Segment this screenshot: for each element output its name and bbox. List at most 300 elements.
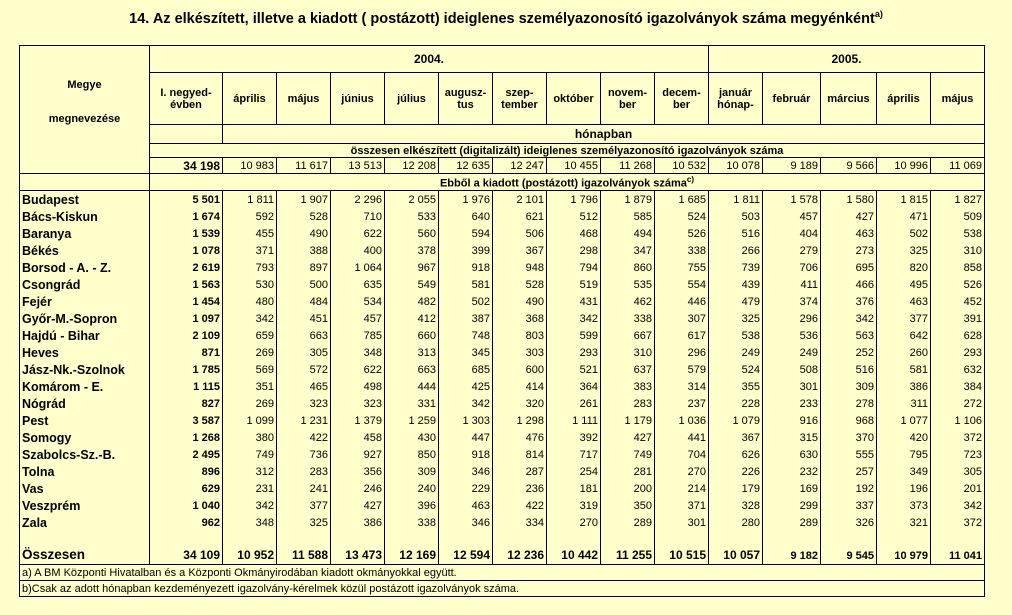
all-produced-value: 13 513 bbox=[331, 158, 385, 174]
month-value: 320 bbox=[493, 395, 547, 412]
month-value: 463 bbox=[877, 293, 931, 310]
month-value: 2 101 bbox=[493, 191, 547, 209]
month-value: 192 bbox=[821, 480, 877, 497]
month-value: 441 bbox=[655, 429, 709, 446]
month-value: 439 bbox=[709, 276, 763, 293]
total-value: 12 594 bbox=[439, 531, 493, 565]
total-value: 10 979 bbox=[877, 531, 931, 565]
month-header-1: május bbox=[277, 73, 331, 125]
table-row bbox=[20, 259, 985, 276]
month-value: 803 bbox=[493, 327, 547, 344]
month-value: 249 bbox=[709, 344, 763, 361]
month-value: 377 bbox=[877, 310, 931, 327]
q1-value: 1 115 bbox=[150, 378, 223, 395]
month-value: 563 bbox=[821, 327, 877, 344]
table-row bbox=[20, 480, 985, 497]
month-value: 326 bbox=[821, 514, 877, 531]
month-value: 1 815 bbox=[877, 191, 931, 209]
all-produced-value: 12 635 bbox=[439, 158, 493, 174]
county-name: Győr-M.-Sopron bbox=[20, 310, 150, 327]
month-value: 528 bbox=[277, 208, 331, 225]
month-value: 897 bbox=[277, 259, 331, 276]
table-row bbox=[20, 463, 985, 480]
month-value: 270 bbox=[655, 463, 709, 480]
month-value: 506 bbox=[493, 225, 547, 242]
total-value: 12 236 bbox=[493, 531, 547, 565]
month-value: 632 bbox=[931, 361, 985, 378]
month-value: 367 bbox=[493, 242, 547, 259]
county-name: Borsod - A. - Z. bbox=[20, 259, 150, 276]
month-value: 1 811 bbox=[709, 191, 763, 209]
month-value: 530 bbox=[223, 276, 277, 293]
table-row bbox=[20, 429, 985, 446]
month-header-9: január hónap- bbox=[709, 73, 763, 125]
month-value: 533 bbox=[385, 208, 439, 225]
month-value: 479 bbox=[709, 293, 763, 310]
month-value: 287 bbox=[493, 463, 547, 480]
table-row bbox=[20, 378, 985, 395]
total-value: 9 182 bbox=[763, 531, 821, 565]
month-value: 399 bbox=[439, 242, 493, 259]
total-value: 11 041 bbox=[931, 531, 985, 565]
month-value: 622 bbox=[331, 225, 385, 242]
county-name: Nógrád bbox=[20, 395, 150, 412]
total-value: 10 952 bbox=[223, 531, 277, 565]
month-value: 307 bbox=[655, 310, 709, 327]
month-value: 748 bbox=[439, 327, 493, 344]
month-value: 457 bbox=[331, 310, 385, 327]
month-value: 196 bbox=[877, 480, 931, 497]
all-produced-value: 10 455 bbox=[547, 158, 601, 174]
month-value: 293 bbox=[547, 344, 601, 361]
month-value: 626 bbox=[709, 446, 763, 463]
q1-value: 1 078 bbox=[150, 242, 223, 259]
total-value: 10 442 bbox=[547, 531, 601, 565]
all-produced-value: 10 078 bbox=[709, 158, 763, 174]
month-header-5: szep- tember bbox=[493, 73, 547, 125]
month-value: 569 bbox=[223, 361, 277, 378]
month-value: 422 bbox=[277, 429, 331, 446]
month-value: 498 bbox=[331, 378, 385, 395]
month-value: 685 bbox=[439, 361, 493, 378]
month-value: 232 bbox=[763, 463, 821, 480]
month-value: 346 bbox=[439, 463, 493, 480]
month-value: 371 bbox=[223, 242, 277, 259]
month-value: 328 bbox=[709, 497, 763, 514]
month-value: 273 bbox=[821, 242, 877, 259]
month-value: 1 303 bbox=[439, 412, 493, 429]
month-value: 1 259 bbox=[385, 412, 439, 429]
q1-value: 1 785 bbox=[150, 361, 223, 378]
month-value: 494 bbox=[601, 225, 655, 242]
month-value: 237 bbox=[655, 395, 709, 412]
month-value: 463 bbox=[439, 497, 493, 514]
month-value: 364 bbox=[547, 378, 601, 395]
month-value: 309 bbox=[821, 378, 877, 395]
month-value: 169 bbox=[763, 480, 821, 497]
table-row bbox=[20, 191, 985, 209]
month-value: 228 bbox=[709, 395, 763, 412]
month-value: 342 bbox=[439, 395, 493, 412]
month-value: 305 bbox=[931, 463, 985, 480]
month-value: 272 bbox=[931, 395, 985, 412]
month-value: 490 bbox=[493, 293, 547, 310]
month-value: 535 bbox=[601, 276, 655, 293]
month-value: 279 bbox=[763, 242, 821, 259]
all-produced-value: 9 566 bbox=[821, 158, 877, 174]
month-value: 502 bbox=[439, 293, 493, 310]
total-produced-header: összesen elkészített (digitalizált) ideiglenes személyazonosító igazolványok száma bbox=[150, 144, 985, 158]
month-value: 422 bbox=[493, 497, 547, 514]
month-value: 283 bbox=[277, 463, 331, 480]
month-value: 201 bbox=[931, 480, 985, 497]
month-value: 383 bbox=[601, 378, 655, 395]
month-value: 323 bbox=[277, 395, 331, 412]
month-value: 374 bbox=[763, 293, 821, 310]
month-value: 331 bbox=[385, 395, 439, 412]
month-value: 249 bbox=[763, 344, 821, 361]
month-value: 640 bbox=[439, 208, 493, 225]
month-value: 257 bbox=[821, 463, 877, 480]
month-value: 367 bbox=[709, 429, 763, 446]
month-value: 386 bbox=[877, 378, 931, 395]
month-header-2: június bbox=[331, 73, 385, 125]
month-value: 1 099 bbox=[223, 412, 277, 429]
month-value: 305 bbox=[277, 344, 331, 361]
county-name: Vas bbox=[20, 480, 150, 497]
month-value: 356 bbox=[331, 463, 385, 480]
month-value: 226 bbox=[709, 463, 763, 480]
month-value: 755 bbox=[655, 259, 709, 276]
month-value: 372 bbox=[931, 429, 985, 446]
month-value: 241 bbox=[277, 480, 331, 497]
month-value: 420 bbox=[877, 429, 931, 446]
q1-value: 2 619 bbox=[150, 259, 223, 276]
month-value: 314 bbox=[655, 378, 709, 395]
month-value: 270 bbox=[547, 514, 601, 531]
month-value: 447 bbox=[439, 429, 493, 446]
month-value: 462 bbox=[601, 293, 655, 310]
month-value: 325 bbox=[709, 310, 763, 327]
month-header-6: október bbox=[547, 73, 601, 125]
month-value: 323 bbox=[331, 395, 385, 412]
month-value: 377 bbox=[277, 497, 331, 514]
month-value: 1 811 bbox=[223, 191, 277, 209]
month-value: 427 bbox=[601, 429, 655, 446]
month-value: 311 bbox=[877, 395, 931, 412]
q1-header: I. negyed- évben bbox=[150, 73, 223, 125]
month-value: 246 bbox=[331, 480, 385, 497]
table-row bbox=[20, 225, 985, 242]
month-value: 858 bbox=[931, 259, 985, 276]
month-value: 785 bbox=[331, 327, 385, 344]
month-value: 503 bbox=[709, 208, 763, 225]
total-value: 10 515 bbox=[655, 531, 709, 565]
month-value: 404 bbox=[763, 225, 821, 242]
month-value: 310 bbox=[601, 344, 655, 361]
month-value: 1 111 bbox=[547, 412, 601, 429]
month-value: 370 bbox=[821, 429, 877, 446]
footnote: a) A BM Központi Hivatalban és a Központi Okmányirodában kiadott okmányokkal együtt. bbox=[20, 565, 985, 581]
month-value: 342 bbox=[223, 497, 277, 514]
month-value: 1 580 bbox=[821, 191, 877, 209]
all-produced-value: 9 189 bbox=[763, 158, 821, 174]
month-value: 236 bbox=[493, 480, 547, 497]
month-value: 1 796 bbox=[547, 191, 601, 209]
table-row bbox=[20, 310, 985, 327]
table-row bbox=[20, 361, 985, 378]
q1-value: 2 495 bbox=[150, 446, 223, 463]
month-value: 372 bbox=[931, 514, 985, 531]
month-value: 289 bbox=[601, 514, 655, 531]
month-value: 387 bbox=[439, 310, 493, 327]
table-row bbox=[20, 514, 985, 531]
county-name: Szabolcs-Sz.-B. bbox=[20, 446, 150, 463]
month-value: 233 bbox=[763, 395, 821, 412]
month-value: 368 bbox=[493, 310, 547, 327]
month-value: 289 bbox=[763, 514, 821, 531]
month-value: 457 bbox=[763, 208, 821, 225]
county-name: Zala bbox=[20, 514, 150, 531]
month-value: 484 bbox=[277, 293, 331, 310]
all-produced-value: 11 268 bbox=[601, 158, 655, 174]
month-value: 468 bbox=[547, 225, 601, 242]
county-name: Komárom - E. bbox=[20, 378, 150, 395]
month-value: 427 bbox=[331, 497, 385, 514]
county-name: Csongrád bbox=[20, 276, 150, 293]
q1-value: 629 bbox=[150, 480, 223, 497]
month-value: 1 231 bbox=[277, 412, 331, 429]
month-value: 739 bbox=[709, 259, 763, 276]
month-value: 458 bbox=[331, 429, 385, 446]
month-value: 642 bbox=[877, 327, 931, 344]
month-value: 266 bbox=[709, 242, 763, 259]
month-value: 536 bbox=[763, 327, 821, 344]
honapban-header: hónapban bbox=[223, 125, 985, 144]
county-name: Jász-Nk.-Szolnok bbox=[20, 361, 150, 378]
county-name: Békés bbox=[20, 242, 150, 259]
month-value: 376 bbox=[821, 293, 877, 310]
total-label: Összesen bbox=[20, 531, 150, 565]
month-value: 392 bbox=[547, 429, 601, 446]
month-value: 1 379 bbox=[331, 412, 385, 429]
month-value: 509 bbox=[931, 208, 985, 225]
month-value: 528 bbox=[493, 276, 547, 293]
all-produced-q1: 34 198 bbox=[150, 158, 223, 174]
month-value: 414 bbox=[493, 378, 547, 395]
q1-value: 5 501 bbox=[150, 191, 223, 209]
all-produced-value: 12 247 bbox=[493, 158, 547, 174]
month-value: 384 bbox=[931, 378, 985, 395]
month-value: 342 bbox=[821, 310, 877, 327]
all-produced-value: 11 069 bbox=[931, 158, 985, 174]
month-value: 814 bbox=[493, 446, 547, 463]
month-value: 495 bbox=[877, 276, 931, 293]
month-value: 581 bbox=[439, 276, 493, 293]
month-value: 411 bbox=[763, 276, 821, 293]
month-value: 334 bbox=[493, 514, 547, 531]
county-name: Budapest bbox=[20, 191, 150, 209]
month-value: 508 bbox=[763, 361, 821, 378]
month-value: 1 298 bbox=[493, 412, 547, 429]
month-value: 663 bbox=[385, 361, 439, 378]
month-value: 229 bbox=[439, 480, 493, 497]
month-value: 298 bbox=[547, 242, 601, 259]
month-value: 480 bbox=[223, 293, 277, 310]
q1-value: 1 268 bbox=[150, 429, 223, 446]
month-value: 371 bbox=[655, 497, 709, 514]
month-value: 1 179 bbox=[601, 412, 655, 429]
month-header-11: március bbox=[821, 73, 877, 125]
q1-value: 871 bbox=[150, 344, 223, 361]
month-value: 321 bbox=[877, 514, 931, 531]
total-value: 13 473 bbox=[331, 531, 385, 565]
table-row bbox=[20, 446, 985, 463]
month-value: 794 bbox=[547, 259, 601, 276]
year-2004-header: 2004. bbox=[150, 46, 709, 73]
county-name: Pest bbox=[20, 412, 150, 429]
page-title: 14. Az elkészített, illetve a kiadott ( postázott) ideiglenes személyazonosító igazolványok száma megyénként$^{a)}$ bbox=[129, 9, 883, 27]
month-value: 526 bbox=[655, 225, 709, 242]
all-produced-value: 10 996 bbox=[877, 158, 931, 174]
table-row bbox=[20, 395, 985, 412]
month-value: 348 bbox=[223, 514, 277, 531]
month-value: 342 bbox=[931, 497, 985, 514]
month-value: 2 296 bbox=[331, 191, 385, 209]
month-value: 706 bbox=[763, 259, 821, 276]
footnote: b)Csak az adott hónapban kezdeményezett igazolvány-kérelmek közül postázott igazolványok száma. bbox=[20, 581, 985, 597]
month-value: 1 685 bbox=[655, 191, 709, 209]
month-value: 293 bbox=[931, 344, 985, 361]
month-value: 281 bbox=[601, 463, 655, 480]
issued-header: Ebből a kiadott (postázott) igazolványok száma$^{c)}$ bbox=[150, 174, 985, 191]
month-header-13: május bbox=[931, 73, 985, 125]
month-value: 585 bbox=[601, 208, 655, 225]
month-value: 380 bbox=[223, 429, 277, 446]
month-value: 599 bbox=[547, 327, 601, 344]
ebbol-spacer bbox=[20, 174, 150, 191]
month-value: 231 bbox=[223, 480, 277, 497]
month-value: 572 bbox=[277, 361, 331, 378]
month-value: 621 bbox=[493, 208, 547, 225]
total-value: 10 057 bbox=[709, 531, 763, 565]
month-value: 350 bbox=[601, 497, 655, 514]
month-value: 538 bbox=[931, 225, 985, 242]
month-value: 554 bbox=[655, 276, 709, 293]
all-produced-county-spacer bbox=[20, 158, 150, 174]
month-value: 512 bbox=[547, 208, 601, 225]
month-value: 1 079 bbox=[709, 412, 763, 429]
month-value: 549 bbox=[385, 276, 439, 293]
q1-value: 1 539 bbox=[150, 225, 223, 242]
month-value: 351 bbox=[223, 378, 277, 395]
q1-value: 1 097 bbox=[150, 310, 223, 327]
month-value: 723 bbox=[931, 446, 985, 463]
month-value: 860 bbox=[601, 259, 655, 276]
month-value: 524 bbox=[709, 361, 763, 378]
month-value: 628 bbox=[931, 327, 985, 344]
month-value: 555 bbox=[821, 446, 877, 463]
month-value: 345 bbox=[439, 344, 493, 361]
month-value: 342 bbox=[547, 310, 601, 327]
month-value: 736 bbox=[277, 446, 331, 463]
month-value: 240 bbox=[385, 480, 439, 497]
month-value: 455 bbox=[223, 225, 277, 242]
month-value: 918 bbox=[439, 446, 493, 463]
month-value: 502 bbox=[877, 225, 931, 242]
month-value: 704 bbox=[655, 446, 709, 463]
month-value: 968 bbox=[821, 412, 877, 429]
q1-value: 1 563 bbox=[150, 276, 223, 293]
county-name: Heves bbox=[20, 344, 150, 361]
data-table bbox=[19, 45, 985, 597]
month-value: 388 bbox=[277, 242, 331, 259]
month-value: 1 036 bbox=[655, 412, 709, 429]
month-value: 269 bbox=[223, 395, 277, 412]
total-value: 9 545 bbox=[821, 531, 877, 565]
title-footnote-mark: a) bbox=[874, 9, 883, 19]
q1-value: 2 109 bbox=[150, 327, 223, 344]
month-value: 400 bbox=[331, 242, 385, 259]
month-value: 252 bbox=[821, 344, 877, 361]
month-value: 348 bbox=[331, 344, 385, 361]
month-value: 299 bbox=[763, 497, 821, 514]
month-header-3: július bbox=[385, 73, 439, 125]
month-value: 214 bbox=[655, 480, 709, 497]
all-produced-value: 10 983 bbox=[223, 158, 277, 174]
month-value: 301 bbox=[655, 514, 709, 531]
month-value: 918 bbox=[439, 259, 493, 276]
month-value: 261 bbox=[547, 395, 601, 412]
month-value: 342 bbox=[223, 310, 277, 327]
month-value: 315 bbox=[763, 429, 821, 446]
month-value: 710 bbox=[331, 208, 385, 225]
month-value: 1 578 bbox=[763, 191, 821, 209]
month-value: 427 bbox=[821, 208, 877, 225]
all-produced-value: 10 532 bbox=[655, 158, 709, 174]
month-value: 303 bbox=[493, 344, 547, 361]
total-q1: 34 109 bbox=[150, 531, 223, 565]
q1-value: 3 587 bbox=[150, 412, 223, 429]
month-value: 948 bbox=[493, 259, 547, 276]
table-row bbox=[20, 412, 985, 429]
month-value: 1 106 bbox=[931, 412, 985, 429]
month-value: 444 bbox=[385, 378, 439, 395]
month-value: 622 bbox=[331, 361, 385, 378]
month-value: 310 bbox=[931, 242, 985, 259]
month-value: 425 bbox=[439, 378, 493, 395]
month-value: 927 bbox=[331, 446, 385, 463]
county-name: Veszprém bbox=[20, 497, 150, 514]
month-value: 560 bbox=[385, 225, 439, 242]
table-row bbox=[20, 344, 985, 361]
month-value: 617 bbox=[655, 327, 709, 344]
month-header-0: április bbox=[223, 73, 277, 125]
month-value: 749 bbox=[223, 446, 277, 463]
month-value: 325 bbox=[877, 242, 931, 259]
month-value: 490 bbox=[277, 225, 331, 242]
month-value: 538 bbox=[709, 327, 763, 344]
table-row bbox=[20, 208, 985, 225]
month-value: 795 bbox=[877, 446, 931, 463]
month-value: 313 bbox=[385, 344, 439, 361]
month-value: 793 bbox=[223, 259, 277, 276]
table-row bbox=[20, 293, 985, 310]
month-value: 579 bbox=[655, 361, 709, 378]
q1-value: 962 bbox=[150, 514, 223, 531]
month-value: 338 bbox=[655, 242, 709, 259]
all-produced-row bbox=[20, 158, 985, 174]
